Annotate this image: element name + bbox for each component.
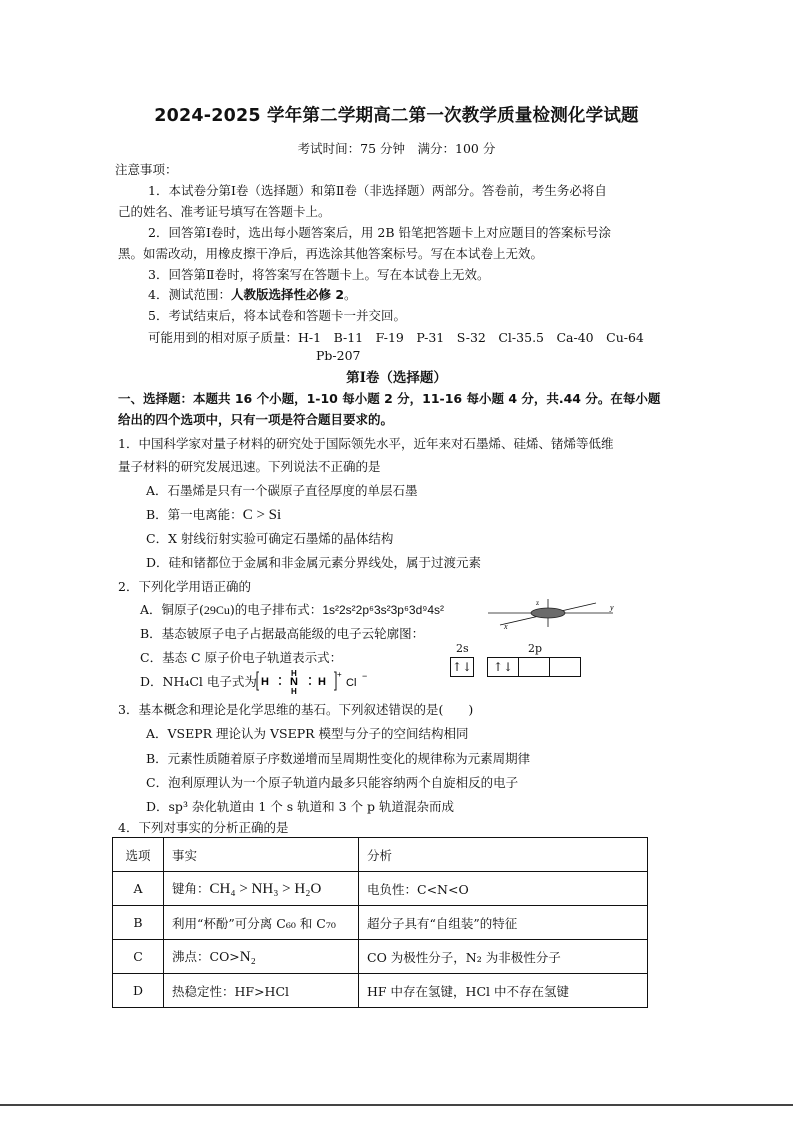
lewis-dot <box>279 683 281 685</box>
lewis-h-left: H <box>261 676 269 688</box>
exam-subtitle: 考试时间：75 分钟 满分：100 分 <box>297 141 496 156</box>
q2-option-b: B．基态铍原子电子占据最高能级的电子云轮廓图： <box>140 626 425 641</box>
row-fact <box>164 872 359 906</box>
axis-label-z: z <box>536 599 540 607</box>
row-option: A <box>113 872 164 906</box>
lewis-h-bottom: H <box>291 687 297 694</box>
q2-option-a-label: A．铜原子( <box>140 602 204 617</box>
note-1b: 己的姓名、准考证号填写在答题卡上。 <box>118 204 331 219</box>
q2-atom-symbol: 29Cu <box>203 603 230 617</box>
orbital-2p-cell-1: ↑↓ <box>487 657 519 677</box>
row-analysis: HF 中存在氢键，HCl 中不存在氢键 <box>359 974 648 1008</box>
row-analysis: 超分子具有“自组装”的特征 <box>359 906 648 940</box>
lewis-cl: Cl <box>346 677 357 689</box>
q3-option-a: A．VSEPR 理论认为 VSEPR 模型与分子的空间结构相同 <box>146 726 469 741</box>
row-analysis: CO 为极性分子，N₂ 为非极性分子 <box>359 940 648 974</box>
orbital-box-2s <box>450 657 473 677</box>
q3-option-c: C．泡利原理认为一个原子轨道内最多只能容纳两个自旋相反的电子 <box>146 775 519 790</box>
page-bottom-rule <box>0 1104 793 1106</box>
q2-option-a <box>140 600 444 618</box>
note-2a: 2．回答第Ⅰ卷时，选出每小题答案后，用 2B 铅笔把答题卡上对应题目的答案标号涂 <box>148 225 611 240</box>
orbital-label-2s: 2s <box>456 642 469 655</box>
q4-table <box>112 837 648 1008</box>
orbital-label-2p: 2p <box>528 642 543 655</box>
orbital-box-2p <box>487 657 580 677</box>
q2-option-a-label2: )的电子排布式： <box>229 602 323 617</box>
atomic-masses: 可能用到的相对原子质量：H-1 B-11 F-19 P-31 S-32 Cl-35.5 Ca-40 Cu-64 <box>148 330 644 345</box>
q1-stem-1: 1．中国科学家对量子材料的研究处于国际领先水平，近年来对石墨烯、硅烯、锗烯等低维 <box>118 436 614 451</box>
lewis-charge: + <box>337 670 342 679</box>
section-instr-2: 给出的四个选项中，只有一项是符合题目要求的。 <box>118 412 394 427</box>
q2-option-c: C．基态 C 原子价电子轨道表示式： <box>140 650 343 665</box>
lewis-cl-charge: − <box>362 671 368 681</box>
exam-title: 2024-2025 学年第二学期高二第一次教学质量检测化学试题 <box>154 106 639 126</box>
table-header-row <box>113 838 648 872</box>
q3-stem: 3．基本概念和理论是化学思维的基石。下列叙述错误的是( ) <box>118 702 474 717</box>
lewis-bracket-right <box>334 672 336 690</box>
lewis-dot <box>279 677 281 679</box>
orbital-2s-cell: ↑↓ <box>450 657 474 677</box>
q4-stem: 4．下列对事实的分析正确的是 <box>118 820 289 835</box>
q1-stem-2: 量子材料的研究发展迅速。下列说法不正确的是 <box>118 459 381 474</box>
axis-label-x: x <box>504 622 508 631</box>
table-row <box>113 974 648 1008</box>
row-analysis: 电负性：C<N<O <box>359 872 648 906</box>
row-fact-label: 键角： <box>172 881 210 896</box>
section-instr-1: 一、选择题：本题共 16 个小题，1-10 每小题 2 分，11-16 每小题 4 分，共.44 分。在每小题 <box>118 391 661 406</box>
lewis-n: N <box>290 676 298 688</box>
p-orbital-diagram <box>478 597 618 631</box>
nh4cl-lewis-structure <box>256 668 386 694</box>
table-row <box>113 906 648 940</box>
note-4 <box>148 285 357 303</box>
q1-option-b-formula: C > Si <box>242 507 282 523</box>
row-fact-formula: CH₄ > NH₃ > H₂O <box>209 881 322 897</box>
note-4-suffix: 。 <box>344 287 357 302</box>
row-fact-formula: N₂ <box>239 949 256 965</box>
table-header: 选项 <box>113 838 164 872</box>
row-option: C <box>113 940 164 974</box>
orbital-lobe <box>531 608 565 618</box>
row-fact-label: 沸点：CO> <box>172 949 240 964</box>
axis-label-y: y <box>610 603 614 612</box>
atomic-masses-cont: Pb-207 <box>316 348 361 363</box>
table-row <box>113 872 648 906</box>
lewis-bracket-left <box>257 672 259 690</box>
q2-stem: 2．下列化学用语正确的 <box>118 579 251 594</box>
q2-electron-config: 1s²2s²2p⁶3s²3p⁶3d⁹4s² <box>322 603 445 617</box>
row-fact: 热稳定性：HF>HCl <box>164 974 359 1008</box>
table-row <box>113 940 648 974</box>
row-option: D <box>113 974 164 1008</box>
table-header: 分析 <box>359 838 648 872</box>
note-3: 3．回答第Ⅱ卷时，将答案写在答题卡上。写在本试卷上无效。 <box>148 267 490 282</box>
q1-option-a: A．石墨烯是只有一个碳原子直径厚度的单层石墨 <box>146 483 418 498</box>
row-option: B <box>113 906 164 940</box>
q1-option-d: D．硅和锗都位于金属和非金属元素分界线处，属于过渡元素 <box>146 555 482 570</box>
lewis-dot <box>309 677 311 679</box>
orbital-2p-cell-3 <box>549 657 581 677</box>
lewis-h-top: H <box>291 669 297 678</box>
lewis-h-right: H <box>318 676 326 688</box>
section-title: 第Ⅰ卷（选择题） <box>346 370 447 386</box>
q1-option-b-label: B．第一电离能： <box>146 507 243 522</box>
q2-option-d: D．NH₄Cl 电子式为 <box>140 674 257 689</box>
notes-heading: 注意事项： <box>115 162 178 177</box>
note-4-prefix: 4．测试范围： <box>148 287 231 302</box>
note-1a: 1．本试卷分第Ⅰ卷（选择题）和第Ⅱ卷（非选择题）两部分。答卷前，考生务必将自 <box>148 183 607 198</box>
row-fact: 利用“杯酚”可分离 C₆₀ 和 C₇₀ <box>164 906 359 940</box>
note-2b: 黑。如需改动，用橡皮擦干净后，再选涂其他答案标号。写在本试卷上无效。 <box>118 246 544 261</box>
note-5: 5．考试结束后，将本试卷和答题卡一并交回。 <box>148 308 406 323</box>
q3-option-b: B．元素性质随着原子序数递增而呈周期性变化的规律称为元素周期律 <box>146 751 531 766</box>
q1-option-c: C．X 射线衍射实验可确定石墨烯的晶体结构 <box>146 531 394 546</box>
q3-option-d: D．sp³ 杂化轨道由 1 个 s 轨道和 3 个 p 轨道混杂而成 <box>146 799 455 814</box>
note-4-scope: 人教版选择性必修 2 <box>230 287 345 302</box>
q1-option-b <box>146 505 281 524</box>
lewis-dot <box>309 683 311 685</box>
orbital-2p-cell-2 <box>518 657 550 677</box>
row-fact <box>164 940 359 974</box>
table-header: 事实 <box>164 838 359 872</box>
